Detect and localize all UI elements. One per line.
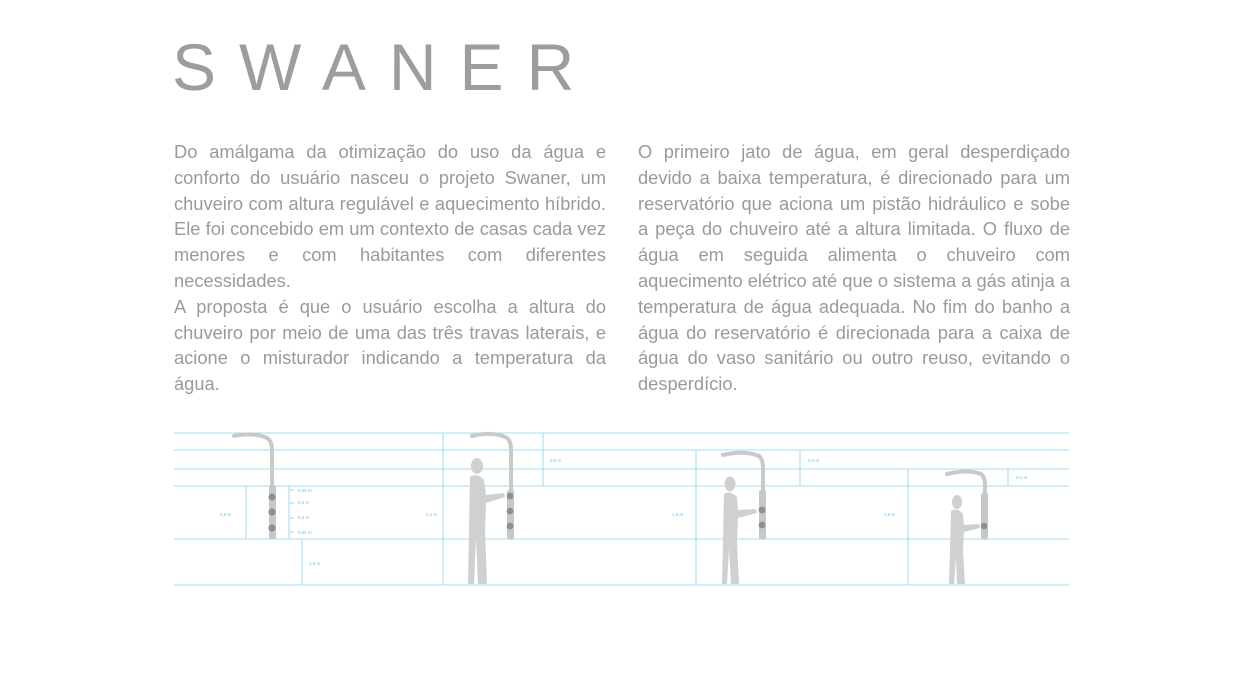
paragraph: A proposta é que o usuário escolha a altura do chuveiro por meio de uma das três travas laterais, e acione o misturador indicando a temperatura da água. — [174, 295, 606, 395]
dimension-label: 1,0 m — [309, 561, 321, 566]
dimension-label: 0,1 m — [1016, 475, 1028, 480]
lock-knob — [759, 522, 766, 529]
person-panel-short — [947, 472, 988, 585]
person-panel-medium — [722, 453, 766, 584]
dimension-label: 1,6 m — [884, 512, 896, 517]
lock-knob — [759, 507, 766, 514]
dimension-label: 0,6 m — [550, 458, 562, 463]
dimension-labels — [220, 458, 1028, 566]
paragraph: O primeiro jato de água, em geral desperdiçado devido a baixa temperatura, é direcionado para um reservatório que aciona um pistão hidráulico e sobe a peça do chuveiro até a altura limitada. O fluxo de água em seguida alimenta o chuveiro com aquecimento elétrico até que o sistema a gás atinja a temperatura de água adequada. No fim do banho a água do reservatório é direcionada para a caixa de água do vaso sanitário ou outro reuso, evitando o desperdício. — [638, 141, 1070, 395]
dimension-label: 0,4 m — [808, 458, 820, 463]
shower-column-body — [981, 493, 988, 539]
lock-knob — [981, 523, 988, 530]
shower-column-body — [759, 490, 766, 539]
dimension-label: 0,05 m — [298, 488, 312, 493]
dimension-label: 0,2 m — [298, 515, 310, 520]
lock-knob — [268, 493, 275, 500]
lock-knob — [507, 523, 514, 530]
lock-knob — [268, 524, 275, 531]
dimension-label: 0,05 m — [298, 530, 312, 535]
dimension-label: 0,2 m — [298, 500, 310, 505]
lock-knob — [507, 493, 514, 500]
lock-knob — [507, 508, 514, 515]
dimension-label: 0,9 m — [220, 512, 232, 517]
dimension-label: 1,8 m — [672, 512, 684, 517]
paragraph: Do amálgama da otimização do uso da água e conforto do usuário nasceu o projeto Swaner, um chuveiro com altura regulável e aquecimento híbrido. Ele foi concebido em um contexto de casas cada vez menores e com habitantes com diferentes necessidades. — [174, 141, 606, 291]
person-panel-tall — [468, 434, 514, 584]
human-figure — [722, 477, 757, 585]
vertical-guides — [246, 433, 1008, 585]
page-title: SWANER — [172, 30, 598, 104]
lock-knob — [268, 508, 275, 515]
human-figure — [468, 458, 505, 584]
dimension-label: 2,1 m — [426, 512, 438, 517]
